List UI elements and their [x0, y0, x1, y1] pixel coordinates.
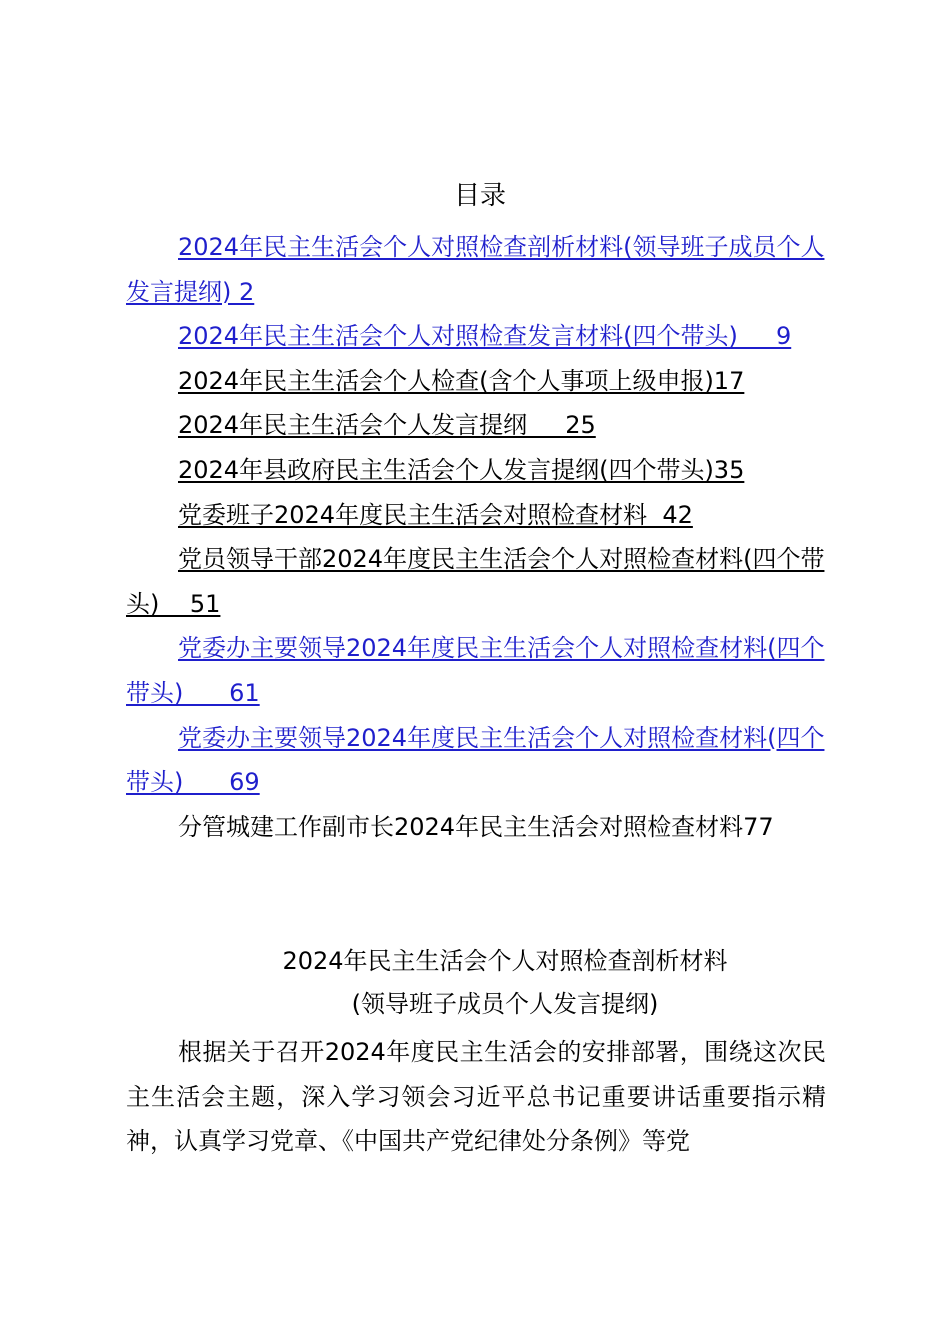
- document-title: 2024年民主生活会个人对照检查剖析材料: [282, 947, 728, 975]
- toc-entry-10[interactable]: 分管城建工作副市长2024年民主生活会对照检查材料77: [178, 812, 774, 841]
- toc-entry-1[interactable]: 2024年民主生活会个人对照检查剖析材料(领导班子成员个人发言提纲) 2: [126, 233, 825, 306]
- toc-entry-5[interactable]: 2024年县政府民主生活会个人发言提纲(四个带头)35: [178, 455, 745, 484]
- toc-entry-2[interactable]: 2024年民主生活会个人对照检查发言材料(四个带头) 9: [178, 322, 792, 351]
- toc-entry-4[interactable]: 2024年民主生活会个人发言提纲 25: [178, 411, 596, 440]
- toc-entry-7[interactable]: 党员领导干部2024年度民主生活会个人对照检查材料(四个带头) 51: [126, 545, 825, 618]
- toc-entry-8[interactable]: 党委办主要领导2024年度民主生活会个人对照检查材料(四个带头) 61: [126, 634, 825, 707]
- table-of-contents: [126, 225, 836, 849]
- toc-title: 目录: [453, 181, 506, 211]
- toc-entry-6[interactable]: 党委班子2024年度民主生活会对照检查材料 42: [178, 500, 693, 529]
- body-paragraph: 根据关于召开2024年度民主生活会的安排部署，围绕这次民主生活会主题，深入学习领会习近平总书记重要讲话重要指示精神，认真学习党章、《中国共产党纪律处分条例》等党: [126, 1038, 826, 1156]
- toc-entry-9[interactable]: 党委办主要领导2024年度民主生活会个人对照检查材料(四个带头) 69: [126, 723, 825, 797]
- toc-entry-3[interactable]: 2024年民主生活会个人检查(含个人事项上级申报)17: [178, 366, 745, 395]
- document-subtitle: (领导班子成员个人发言提纲): [351, 990, 659, 1018]
